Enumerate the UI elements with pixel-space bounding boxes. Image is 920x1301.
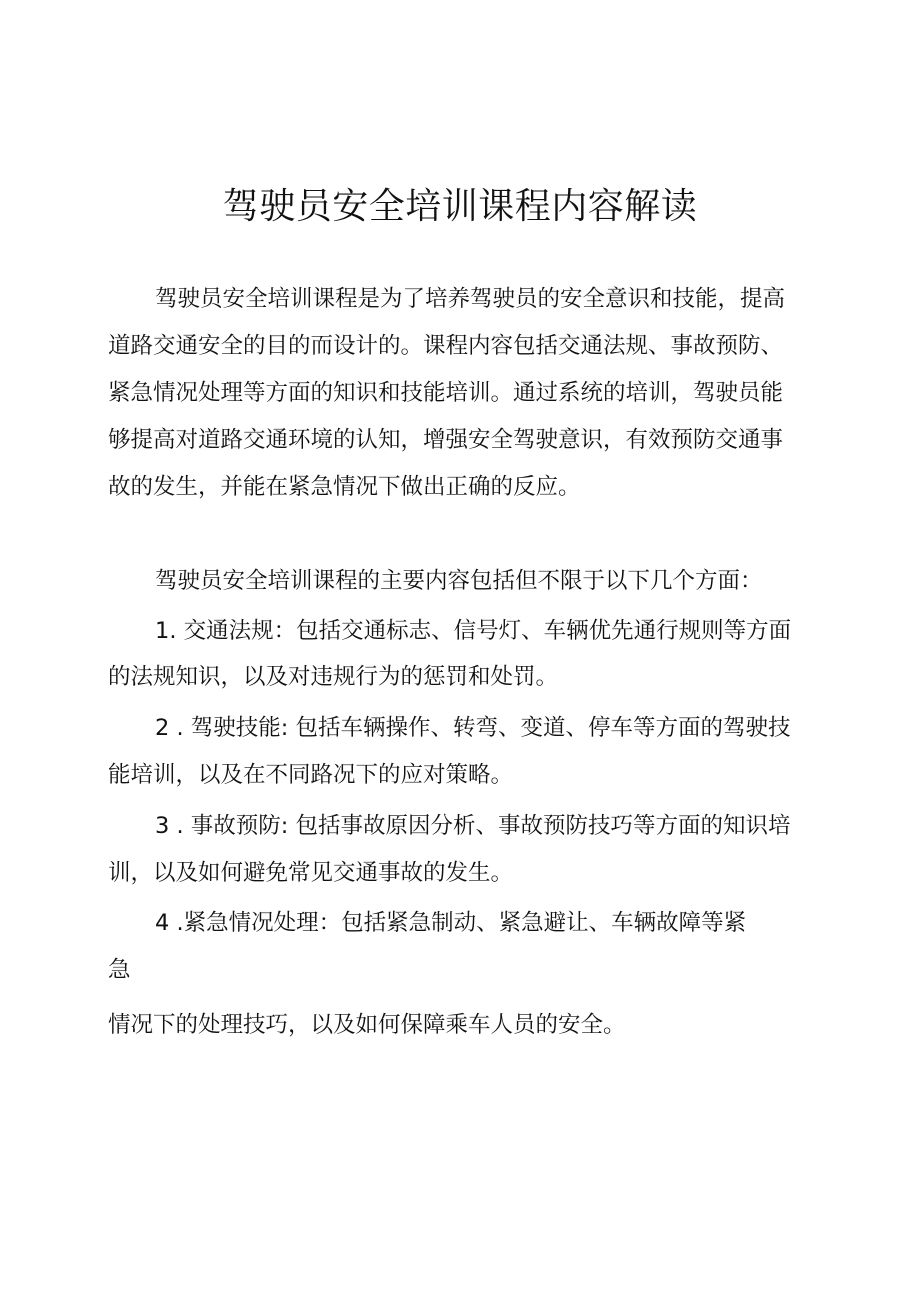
intro-line: 够提高对道路交通环境的认知，增强安全驾驶意识，有效预防交通事	[108, 427, 784, 453]
intro-line: 驾驶员安全培训课程是为了培养驾驶员的安全意识和技能，提高	[155, 286, 786, 312]
list-item-line: 2 . 驾驶技能: 包括车辆操作、转弯、变道、停车等方面的驾驶技	[155, 715, 791, 741]
list-item-line: 1. 交通法规：包括交通标志、信号灯、车辆优先通行规则等方面	[155, 618, 792, 644]
list-item-line: 情况下的处理技巧，以及如何保障乘车人员的安全。	[108, 1012, 626, 1038]
list-item-line: 3 . 事故预防: 包括事故原因分析、事故预防技巧等方面的知识培	[155, 813, 791, 839]
list-item-line: 的法规知识，以及对违规行为的惩罚和处罚。	[108, 664, 559, 690]
intro-line: 紧急情况处理等方面的知识和技能培训。通过系统的培训，驾驶员能	[108, 380, 784, 406]
list-item-line: 急	[108, 957, 131, 983]
intro-line: 故的发生，并能在紧急情况下做出正确的反应。	[108, 474, 581, 500]
document-title: 驾驶员安全培训课程内容解读	[222, 186, 698, 227]
list-item-line: 4 .紧急情况处理：包括紧急制动、紧急避让、车辆故障等紧	[155, 910, 747, 936]
list-item-line: 训，以及如何避免常见交通事故的发生。	[108, 860, 514, 886]
list-item-line: 能培训，以及在不同路况下的应对策略。	[108, 762, 514, 788]
intro-line: 道路交通安全的目的而设计的。课程内容包括交通法规、事故预防、	[108, 333, 784, 359]
list-intro: 驾驶员安全培训课程的主要内容包括但不限于以下几个方面：	[155, 568, 763, 594]
